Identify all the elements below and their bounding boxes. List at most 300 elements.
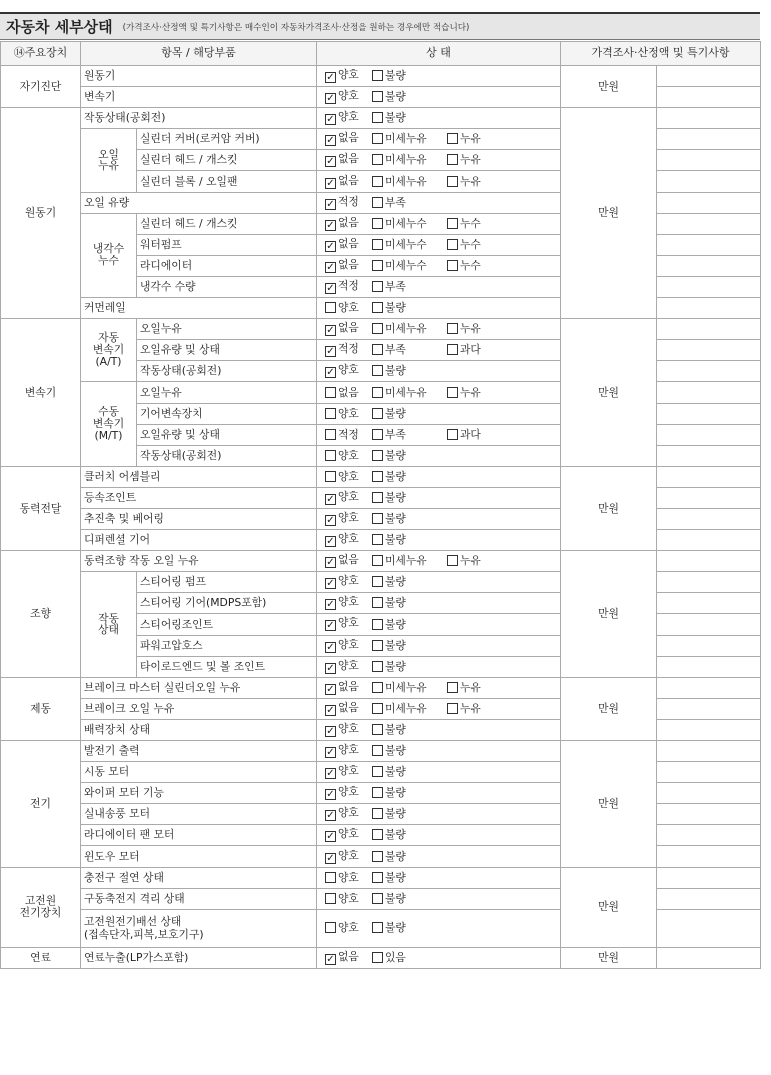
- checkbox-checked-icon[interactable]: ✓: [326, 747, 335, 759]
- status-option-none[interactable]: [325, 259, 369, 273]
- checkbox-empty-icon[interactable]: [372, 661, 383, 672]
- status-option-good[interactable]: [325, 90, 369, 104]
- item-label: 동력조향 작동 오일 누유: [81, 551, 317, 572]
- item-label: 스티어링 기어(MDPS포함): [137, 593, 317, 614]
- checkbox-checked-icon[interactable]: ✓: [326, 261, 335, 273]
- note-cell[interactable]: [657, 445, 761, 466]
- item-label: 워터펌프: [137, 234, 317, 255]
- status-option-minor-water[interactable]: [372, 218, 444, 230]
- status-option-label: 없음: [338, 553, 359, 567]
- note-cell[interactable]: [657, 614, 761, 635]
- checkbox-checked-icon[interactable]: ✓: [326, 493, 335, 505]
- note-cell[interactable]: [657, 635, 761, 656]
- checkbox-empty-icon[interactable]: [372, 597, 383, 608]
- status-option-label: 불량: [385, 469, 406, 483]
- note-cell[interactable]: [657, 572, 761, 593]
- note-cell[interactable]: [657, 361, 761, 382]
- item-label: 배력장치 상태: [81, 719, 317, 740]
- status-option-proper[interactable]: [325, 280, 369, 294]
- status-cell: [317, 319, 561, 340]
- status-option-none[interactable]: [325, 238, 369, 252]
- checkbox-empty-icon[interactable]: [325, 450, 336, 461]
- status-option-good[interactable]: [325, 744, 369, 758]
- status-option-good[interactable]: [325, 533, 369, 547]
- status-option-label: 양호: [338, 89, 359, 103]
- status-option-short[interactable]: [372, 281, 416, 293]
- item-label: 실린더 헤드 / 개스킷: [137, 213, 317, 234]
- checkbox-empty-icon[interactable]: [447, 239, 458, 250]
- checkbox-checked-icon[interactable]: ✓: [326, 831, 335, 843]
- status-option-good[interactable]: [325, 617, 369, 631]
- checkbox-empty-icon[interactable]: [372, 787, 383, 798]
- status-option-label: 불량: [385, 828, 406, 842]
- checkbox-checked-icon[interactable]: ✓: [326, 198, 335, 210]
- checkbox-checked-icon[interactable]: ✓: [326, 135, 335, 147]
- checkbox-checked-icon[interactable]: ✓: [326, 177, 335, 189]
- checkbox-checked-icon[interactable]: ✓: [326, 599, 335, 611]
- item-label: 기어변속장치: [137, 403, 317, 424]
- checkbox-checked-icon[interactable]: ✓: [326, 704, 335, 716]
- checkbox-empty-icon[interactable]: [372, 197, 383, 208]
- status-option-minor-oil[interactable]: [372, 682, 444, 694]
- status-option-none[interactable]: [325, 217, 369, 231]
- checkbox-empty-icon[interactable]: [372, 555, 383, 566]
- status-option-label: 없음: [338, 152, 359, 166]
- checkbox-empty-icon[interactable]: [372, 534, 383, 545]
- status-option-minor-oil[interactable]: [372, 323, 444, 335]
- status-option-bad[interactable]: [372, 597, 416, 609]
- note-cell[interactable]: [657, 867, 761, 888]
- status-option-good[interactable]: [325, 660, 369, 674]
- item-label: 브레이크 오일 누유: [81, 698, 317, 719]
- checkbox-empty-icon[interactable]: [447, 260, 458, 271]
- checkbox-empty-icon[interactable]: [372, 851, 383, 862]
- status-option-good[interactable]: [325, 765, 369, 779]
- note-cell[interactable]: [657, 87, 761, 108]
- checkbox-checked-icon[interactable]: ✓: [326, 325, 335, 337]
- note-cell[interactable]: [657, 319, 761, 340]
- status-option-bad[interactable]: [372, 922, 416, 934]
- price-cell[interactable]: 만원: [561, 108, 657, 319]
- note-cell[interactable]: [657, 276, 761, 297]
- checkbox-checked-icon[interactable]: ✓: [326, 620, 335, 632]
- checkbox-checked-icon[interactable]: ✓: [326, 536, 335, 548]
- item-label: 발전기 출력: [81, 741, 317, 762]
- status-option-label: 부족: [385, 195, 406, 209]
- checkbox-empty-icon[interactable]: [372, 387, 383, 398]
- note-cell[interactable]: [657, 298, 761, 319]
- status-option-bad[interactable]: [372, 302, 416, 314]
- status-option-short[interactable]: [372, 197, 416, 209]
- checkbox-empty-icon[interactable]: [372, 766, 383, 777]
- note-cell[interactable]: [657, 150, 761, 171]
- checkbox-checked-icon[interactable]: ✓: [326, 641, 335, 653]
- status-option-water[interactable]: [447, 239, 491, 251]
- checkbox-empty-icon[interactable]: [372, 91, 383, 102]
- status-option-good[interactable]: [325, 828, 369, 842]
- status-option-label: 미세누유: [385, 680, 427, 694]
- status-option-bad[interactable]: [372, 851, 416, 863]
- status-option-good[interactable]: [325, 723, 369, 737]
- status-option-label: 없음: [338, 215, 359, 229]
- detail-table: [0, 41, 761, 969]
- checkbox-empty-icon[interactable]: [372, 302, 383, 313]
- price-cell[interactable]: 만원: [561, 947, 657, 968]
- status-option-bad[interactable]: [372, 492, 416, 504]
- checkbox-checked-icon[interactable]: ✓: [326, 515, 335, 527]
- status-option-bad[interactable]: [372, 808, 416, 820]
- status-option-minor-water[interactable]: [372, 260, 444, 272]
- note-cell[interactable]: [657, 825, 761, 846]
- note-cell[interactable]: [657, 656, 761, 677]
- checkbox-empty-icon[interactable]: [447, 703, 458, 714]
- checkbox-empty-icon[interactable]: [372, 154, 383, 165]
- checkbox-checked-icon[interactable]: ✓: [326, 662, 335, 674]
- checkbox-empty-icon[interactable]: [372, 176, 383, 187]
- note-cell[interactable]: [657, 719, 761, 740]
- status-option-minor-oil[interactable]: [372, 154, 444, 166]
- status-option-label: 불량: [385, 111, 406, 125]
- checkbox-checked-icon[interactable]: ✓: [326, 346, 335, 358]
- status-option-oil[interactable]: [447, 323, 491, 335]
- checkbox-empty-icon[interactable]: [372, 619, 383, 630]
- status-option-none[interactable]: [325, 387, 369, 399]
- note-cell[interactable]: [657, 108, 761, 129]
- status-option-oil[interactable]: [447, 387, 491, 399]
- status-option-bad[interactable]: [372, 872, 416, 884]
- status-option-label: 불량: [385, 575, 406, 589]
- checkbox-checked-icon[interactable]: ✓: [326, 72, 335, 84]
- status-option-minor-oil[interactable]: [372, 387, 444, 399]
- checkbox-empty-icon[interactable]: [447, 429, 458, 440]
- status-option-good[interactable]: [325, 408, 369, 420]
- checkbox-empty-icon[interactable]: [372, 724, 383, 735]
- status-option-bad[interactable]: [372, 766, 416, 778]
- status-option-minor-oil[interactable]: [372, 703, 444, 715]
- checkbox-empty-icon[interactable]: [372, 260, 383, 271]
- status-cell: [317, 698, 561, 719]
- status-option-good[interactable]: [325, 807, 369, 821]
- status-option-none[interactable]: [325, 554, 369, 568]
- status-option-oil[interactable]: [447, 133, 491, 145]
- status-option-label: 누유: [460, 153, 481, 167]
- checkbox-checked-icon[interactable]: ✓: [326, 789, 335, 801]
- checkbox-empty-icon[interactable]: [372, 471, 383, 482]
- checkbox-empty-icon[interactable]: [372, 872, 383, 883]
- status-option-good[interactable]: [325, 111, 369, 125]
- status-option-minor-oil[interactable]: [372, 176, 444, 188]
- checkbox-empty-icon[interactable]: [372, 745, 383, 756]
- status-option-label: 미세누수: [385, 258, 427, 272]
- note-cell[interactable]: [657, 804, 761, 825]
- status-option-good[interactable]: [325, 302, 369, 314]
- status-option-bad[interactable]: [372, 408, 416, 420]
- status-option-label: 누수: [460, 258, 481, 272]
- status-option-present[interactable]: [372, 952, 416, 964]
- note-cell[interactable]: [657, 171, 761, 192]
- note-cell[interactable]: [657, 888, 761, 909]
- checkbox-empty-icon[interactable]: [372, 218, 383, 229]
- status-option-minor-oil[interactable]: [372, 555, 444, 567]
- note-cell[interactable]: [657, 530, 761, 551]
- status-option-none[interactable]: [325, 153, 369, 167]
- status-cell: [317, 593, 561, 614]
- checkbox-empty-icon[interactable]: [372, 429, 383, 440]
- note-cell[interactable]: [657, 213, 761, 234]
- note-cell[interactable]: [657, 909, 761, 947]
- status-option-bad[interactable]: [372, 91, 416, 103]
- status-option-label: 불량: [385, 921, 406, 935]
- checkbox-checked-icon[interactable]: ✓: [326, 578, 335, 590]
- checkbox-empty-icon[interactable]: [372, 808, 383, 819]
- checkbox-checked-icon[interactable]: ✓: [326, 768, 335, 780]
- status-option-minor-oil[interactable]: [372, 133, 444, 145]
- checkbox-empty-icon[interactable]: [372, 703, 383, 714]
- status-option-proper[interactable]: [325, 429, 369, 441]
- status-option-water[interactable]: [447, 218, 491, 230]
- status-option-label: 양호: [338, 363, 359, 377]
- checkbox-empty-icon[interactable]: [372, 513, 383, 524]
- status-option-bad[interactable]: [372, 787, 416, 799]
- status-option-good[interactable]: [325, 69, 369, 83]
- checkbox-empty-icon[interactable]: [372, 492, 383, 503]
- status-option-bad[interactable]: [372, 112, 416, 124]
- status-option-oil[interactable]: [447, 682, 491, 694]
- checkbox-checked-icon[interactable]: ✓: [326, 557, 335, 569]
- table-row: [1, 947, 761, 968]
- status-option-label: 미세누유: [385, 322, 427, 336]
- checkbox-empty-icon[interactable]: [372, 239, 383, 250]
- checkbox-checked-icon[interactable]: ✓: [326, 156, 335, 168]
- item-label: 작동상태(공회전): [137, 445, 317, 466]
- status-cell: [317, 487, 561, 508]
- note-cell[interactable]: [657, 382, 761, 403]
- status-option-good[interactable]: [325, 893, 369, 905]
- subgroup-manual-trans: 수동 변속기 (M/T): [81, 382, 137, 466]
- status-option-none[interactable]: [325, 702, 369, 716]
- checkbox-empty-icon[interactable]: [325, 429, 336, 440]
- status-option-label: 양호: [338, 921, 359, 935]
- checkbox-empty-icon[interactable]: [372, 365, 383, 376]
- status-option-bad[interactable]: [372, 745, 416, 757]
- checkbox-empty-icon[interactable]: [372, 893, 383, 904]
- status-option-bad[interactable]: [372, 513, 416, 525]
- note-cell[interactable]: [657, 698, 761, 719]
- note-cell[interactable]: [657, 424, 761, 445]
- checkbox-empty-icon[interactable]: [372, 640, 383, 651]
- checkbox-empty-icon[interactable]: [447, 154, 458, 165]
- checkbox-empty-icon[interactable]: [372, 952, 383, 963]
- status-option-label: 양호: [338, 511, 359, 525]
- status-option-label: 불량: [385, 448, 406, 462]
- status-option-good[interactable]: [325, 512, 369, 526]
- status-option-bad[interactable]: [372, 450, 416, 462]
- status-cell: [317, 867, 561, 888]
- note-cell[interactable]: [657, 129, 761, 150]
- status-option-oil[interactable]: [447, 176, 491, 188]
- checkbox-empty-icon[interactable]: [372, 682, 383, 693]
- price-cell[interactable]: 만원: [561, 466, 657, 550]
- status-option-none[interactable]: [325, 322, 369, 336]
- status-option-label: 없음: [338, 131, 359, 145]
- note-cell[interactable]: [657, 487, 761, 508]
- status-cell: [317, 298, 561, 319]
- checkbox-empty-icon[interactable]: [325, 302, 336, 313]
- status-option-bad[interactable]: [372, 619, 416, 631]
- checkbox-checked-icon[interactable]: ✓: [326, 114, 335, 126]
- checkbox-empty-icon[interactable]: [372, 281, 383, 292]
- status-option-good[interactable]: [325, 850, 369, 864]
- status-option-bad[interactable]: [372, 893, 416, 905]
- status-option-none[interactable]: [325, 132, 369, 146]
- checkbox-checked-icon[interactable]: ✓: [326, 852, 335, 864]
- price-cell[interactable]: 만원: [561, 741, 657, 868]
- status-option-excess[interactable]: [447, 344, 491, 356]
- note-cell[interactable]: [657, 466, 761, 487]
- status-option-bad[interactable]: [372, 640, 416, 652]
- note-cell[interactable]: [657, 340, 761, 361]
- status-option-good[interactable]: [325, 922, 369, 934]
- note-cell[interactable]: [657, 403, 761, 424]
- item-label: 냉각수 수량: [137, 276, 317, 297]
- checkbox-empty-icon[interactable]: [447, 682, 458, 693]
- status-option-bad[interactable]: [372, 724, 416, 736]
- status-option-label: 불량: [385, 533, 406, 547]
- status-option-label: 누유: [460, 132, 481, 146]
- checkbox-checked-icon[interactable]: ✓: [326, 725, 335, 737]
- checkbox-empty-icon[interactable]: [372, 112, 383, 123]
- note-cell[interactable]: [657, 741, 761, 762]
- item-label: 오일누유: [137, 319, 317, 340]
- note-cell[interactable]: [657, 846, 761, 867]
- status-option-proper[interactable]: [325, 343, 369, 357]
- item-label: 실린더 커버(로커암 커버): [137, 129, 317, 150]
- status-option-label: 없음: [338, 700, 359, 714]
- note-cell[interactable]: [657, 551, 761, 572]
- status-option-good[interactable]: [325, 364, 369, 378]
- checkbox-checked-icon[interactable]: ✓: [326, 367, 335, 379]
- price-cell[interactable]: 만원: [561, 867, 657, 947]
- status-option-good[interactable]: [325, 491, 369, 505]
- checkbox-checked-icon[interactable]: ✓: [326, 953, 335, 965]
- note-cell[interactable]: [657, 192, 761, 213]
- status-option-good[interactable]: [325, 575, 369, 589]
- checkbox-empty-icon[interactable]: [372, 344, 383, 355]
- status-option-bad[interactable]: [372, 70, 416, 82]
- checkbox-checked-icon[interactable]: ✓: [326, 240, 335, 252]
- checkbox-empty-icon[interactable]: [447, 133, 458, 144]
- checkbox-empty-icon[interactable]: [325, 922, 336, 933]
- checkbox-empty-icon[interactable]: [372, 323, 383, 334]
- checkbox-empty-icon[interactable]: [325, 387, 336, 398]
- price-cell[interactable]: 만원: [561, 677, 657, 740]
- checkbox-empty-icon[interactable]: [447, 387, 458, 398]
- item-label: 오일 유량: [81, 192, 317, 213]
- price-cell[interactable]: 만원: [561, 319, 657, 467]
- checkbox-empty-icon[interactable]: [325, 893, 336, 904]
- status-option-good[interactable]: [325, 450, 369, 462]
- checkbox-empty-icon[interactable]: [372, 70, 383, 81]
- status-option-none[interactable]: [325, 951, 369, 965]
- status-option-label: 누유: [460, 554, 481, 568]
- status-option-label: 불량: [385, 596, 406, 610]
- status-option-label: 불량: [385, 406, 406, 420]
- status-option-bad[interactable]: [372, 829, 416, 841]
- checkbox-checked-icon[interactable]: ✓: [326, 219, 335, 231]
- checkbox-empty-icon[interactable]: [447, 218, 458, 229]
- status-option-short[interactable]: [372, 344, 444, 356]
- checkbox-checked-icon[interactable]: ✓: [326, 93, 335, 105]
- note-cell[interactable]: [657, 234, 761, 255]
- status-option-good[interactable]: [325, 596, 369, 610]
- checkbox-empty-icon[interactable]: [447, 176, 458, 187]
- checkbox-empty-icon[interactable]: [447, 323, 458, 334]
- status-cell: [317, 909, 561, 947]
- item-label: 디퍼렌셜 기어: [81, 530, 317, 551]
- checkbox-checked-icon[interactable]: ✓: [326, 810, 335, 822]
- checkbox-empty-icon[interactable]: [372, 133, 383, 144]
- note-cell[interactable]: [657, 66, 761, 87]
- status-cell: [317, 129, 561, 150]
- status-option-good[interactable]: [325, 786, 369, 800]
- note-cell[interactable]: [657, 783, 761, 804]
- status-option-oil[interactable]: [447, 154, 491, 166]
- status-option-label: 불량: [385, 870, 406, 884]
- note-cell[interactable]: [657, 762, 761, 783]
- checkbox-empty-icon[interactable]: [325, 471, 336, 482]
- note-cell[interactable]: [657, 508, 761, 529]
- status-option-bad[interactable]: [372, 365, 416, 377]
- status-cell: [317, 213, 561, 234]
- status-option-minor-water[interactable]: [372, 239, 444, 251]
- status-option-water[interactable]: [447, 260, 491, 272]
- checkbox-empty-icon[interactable]: [325, 408, 336, 419]
- note-cell[interactable]: [657, 677, 761, 698]
- note-cell[interactable]: [657, 593, 761, 614]
- status-option-none[interactable]: [325, 681, 369, 695]
- status-option-good[interactable]: [325, 872, 369, 884]
- status-option-label: 양호: [338, 68, 359, 82]
- checkbox-empty-icon[interactable]: [372, 408, 383, 419]
- status-option-oil[interactable]: [447, 703, 491, 715]
- status-option-good[interactable]: [325, 471, 369, 483]
- status-option-bad[interactable]: [372, 661, 416, 673]
- status-option-excess[interactable]: [447, 429, 491, 441]
- status-option-bad[interactable]: [372, 534, 416, 546]
- checkbox-checked-icon[interactable]: ✓: [326, 683, 335, 695]
- checkbox-checked-icon[interactable]: ✓: [326, 282, 335, 294]
- status-option-good[interactable]: [325, 639, 369, 653]
- status-option-short[interactable]: [372, 429, 444, 441]
- status-option-bad[interactable]: [372, 471, 416, 483]
- status-option-none[interactable]: [325, 175, 369, 189]
- item-label: 커먼레일: [81, 298, 317, 319]
- checkbox-empty-icon[interactable]: [372, 922, 383, 933]
- status-option-oil[interactable]: [447, 555, 491, 567]
- checkbox-empty-icon[interactable]: [372, 450, 383, 461]
- checkbox-empty-icon[interactable]: [447, 344, 458, 355]
- checkbox-empty-icon[interactable]: [325, 872, 336, 883]
- price-cell[interactable]: 만원: [561, 551, 657, 678]
- checkbox-empty-icon[interactable]: [372, 576, 383, 587]
- status-option-proper[interactable]: [325, 196, 369, 210]
- checkbox-empty-icon[interactable]: [447, 555, 458, 566]
- price-cell[interactable]: 만원: [561, 66, 657, 108]
- note-cell[interactable]: [657, 255, 761, 276]
- checkbox-empty-icon[interactable]: [372, 829, 383, 840]
- note-cell[interactable]: [657, 947, 761, 968]
- status-option-bad[interactable]: [372, 576, 416, 588]
